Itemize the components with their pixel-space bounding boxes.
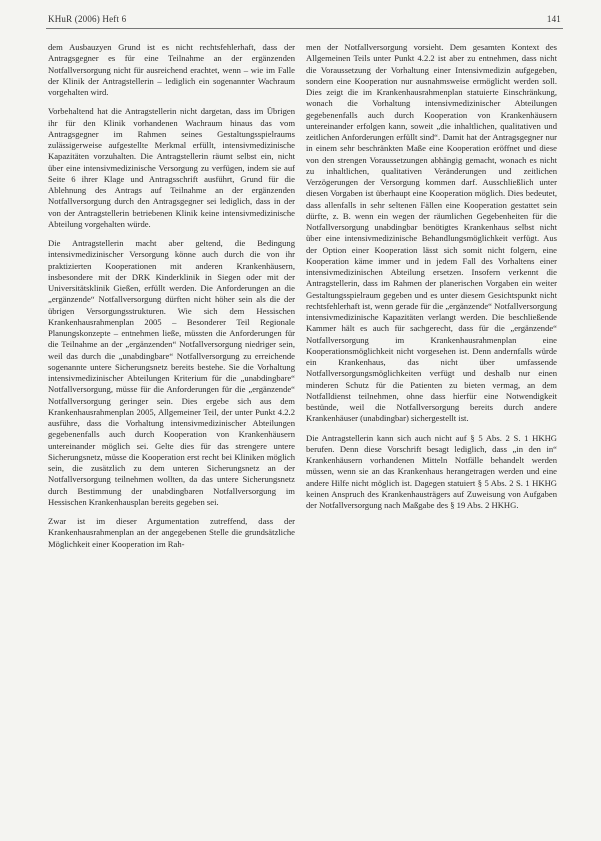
paragraph: Die Antragstellerin kann sich auch nicht auf § 5 Abs. 2 S. 1 HKHG berufen. Denn diese Vorschrift besagt lediglich, dass „in den in“ Krankenhäusern vorhandenen Mitteln Notfälle behandelt werden müssen, wenn sie an das Krankenhaus herangetragen werden und eine andere Hilfe nicht möglich ist. Dagegen statuiert § 5 Abs. 2 S. 1 HKHG keinen Anspruch des Krankenhausträgers auf Zuweisung von Aufgaben der Notfallversorgung nach Maßgabe des § 19 Abs. 2 HKHG. [306,432,557,510]
paragraph: Die Antragstellerin macht aber geltend, die Bedingung intensivmedizinischer Versorgung könne auch durch die von ihr praktizierten Kooperationen mit anderen Krankenhäusern, insbesondere mit der DRK Kinderklinik in Siegen oder mit der Universitätsklinik Gießen, erfüllt werden. Die Anforderungen an die „ergänzende“ Notfallversorgung dürften nicht höher sein als die der übrigen Versorgungsstrukturen. Wie sich dem Hessischen Krankenhausrahmenplan 2005 – Besonderer Teil Regionale Planungskonzepte – entnehmen ließe, müssten die Anforderungen für die Teilnahme an der „ergänzenden“ Notfallversorgung niedriger sein, weil das durch die „unabdingbare“ Notfallversorgung zu erreichende sogenannte untere Sicherungsnetz bereits bestehe. Sie die Vorhaltung intensivmedizinischer Abteilungen Kriterium für die „unabdingbare“ Notfallversorgung, müsse für die Anforderungen für die „ergänzende“ Notfallversorgung geringer sein. Dies ergebe sich aus dem Krankenhausrahmenplan 2005, Allgemeiner Teil, der unter Punkt 4.2.2 ausführe, dass die Vorhaltung intensivmedizinischer Abteilungen gegebenenfalls auch durch Kooperation von Krankenhäusern untereinander möglich sei. Gelte dies für das strengere untere Sicherungsnetz, müsse die Kooperation erst recht bei Kliniken möglich sein, die zusätzlich zu dem unteren Sicherungsnetz an der Notfallversorgung teilnehmen wollten, da das untere Sicherungsnetz durch Bestimmung der unabdingbaren Notfallversorgung im Hessischen Krankenhausplan bereits gegeben sei. [48,238,295,507]
paragraph: Zwar ist im dieser Argumentation zutreffend, dass der Krankenhausrahmenplan an der angegebenen Stelle die grundsätzliche Möglichkeit einer Kooperation im Rah- [48,516,295,549]
page-number: 141 [546,14,561,24]
paragraph: Vorbehaltend hat die Antragstellerin nicht dargetan, dass im Übrigen ihr für den Klinik vorhandenen Wachraum hinaus das vom Antragsgegner im Rahmen seines Gestaltungsspielraums zulässigerweise aufgestellte Merkmal erfüllt, intensivmedizinische Kapazitäten vorzuhalten. Die Antragstellerin räumt selbst ein, nicht über eine intensivmedizinische Versorgung zu verfügen, indem sie auf Seite 6 ihrer Klage und Antragsschrift ausführt, Grund für die Ablehnung des Antrags auf Teilnahme an der ergänzenden Notfallversorgung durch den Antragsgegner sei lediglich, dass in der von der Antragstellerin betriebenen Klinik keine intensivmedizinische Abteilung vorgehalten würde. [48,106,295,229]
left-column [48,42,295,822]
paragraph: men der Notfallversorgung vorsieht. Dem gesamten Kontext des Allgemeinen Teils unter Punkt 4.2.2 ist aber zu entnehmen, dass nicht die Voraussetzung der Vorhaltung einer Intensivmedizin aufgegeben, sondern eine Kooperation nur ausnahmsweise ermöglicht werden soll. Dies zeigt die im Krankenhausrahmenplan statuierte Einschränkung, wonach die Vorhaltung intensivmedizinischer Abteilungen gegebenenfalls auch durch Kooperation von Krankenhäusern untereinander erfolgen kann, soweit „die inhaltlichen, qualitativen und zeitlichen Anforderungen erfüllt sind“. Damit hat der Antragsgegner nur in einem sehr beschränkten Maße eine Kooperation eröffnet und diese von den strengen Voraussetzungen abhängig gemacht, wonach es nicht zu inhaltlichen, qualitativen Veränderungen und zeitlichen Verzögerungen der Versorgung kommen darf. Ausschließlich unter diesen Vorgaben ist überhaupt eine Kooperation möglich. Dies bedeutet, dass allenfalls in sehr seltenen Fällen eine Kooperation gestattet sein dürfte, z. B. wenn ein wegen der räumlichen Gegebenheiten für die Notfallversorgung unabdingbar benötigtes Krankenhaus selbst nicht über eine intensivmedizinische Behandlungsmöglichkeit verfügt. Aus der Option einer Kooperation lässt sich somit nicht folgern, eine Kooperation käme immer und in jedem Fall des Vorhaltens einer intensivmedizinischen Abteilung ersetzen. Insofern verkennt die Antragstellerin, dass im Rahmen der planerischen Vorgaben ein weiter Gestaltungsspielraum gegeben und es unter diesem Gesichtspunkt nicht rechtsfehlerhaft ist, wenn gerade für die „ergänzende“ Notfallversorgung intensivmedizinische Kapazitäten verlangt werden. Die beschließende Kammer hält es auch für sachgerecht, dass für die „ergänzende“ Notfallversorgung im Krankenhausrahmenplan eine Kooperationsmöglichkeit nicht vorgesehen ist. Denn andernfalls würde ein Krankenhaus, das nicht über umfassende Notfallversorgungsmöglichkeiten verfügt und deshalb nur einen minderen Schutz für die Patienten zu bieten vermag, an dem Notfalldienst teilnehmen, ohne dass hierfür eine Notwendigkeit bestünde, weil die Notfallversorgung bereits durch andere Krankenhäuser (unabdingbar) sichergestellt ist. [306,42,557,424]
running-header [48,14,561,28]
paragraph: dem Ausbauzyen Grund ist es nicht rechtsfehlerhaft, dass der Antragsgegner es für eine Teilnahme an der ergänzenden Notfallversorgung nicht für ausreichend erachtet, wenn – wie im Falle der Klinik der Antragstellerin – lediglich ein sogenannter Wachraum vorgehalten wird. [48,42,295,97]
journal-citation: KHuR (2006) Heft 6 [48,14,127,24]
header-rule [46,28,563,29]
right-column [306,42,557,822]
